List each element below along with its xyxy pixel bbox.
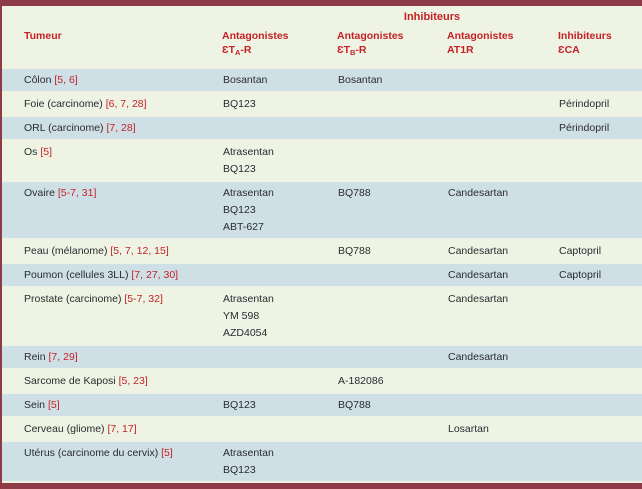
col-header-label: Antagonistes (222, 30, 289, 42)
cell-antagonistes-eta (222, 140, 337, 181)
cell-antagonistes-etb (337, 181, 447, 239)
col-header-label: Inhibiteurs (558, 30, 612, 42)
table-row (2, 181, 642, 239)
cell-antagonistes-etb (337, 287, 447, 345)
drug-name: BQ123 (223, 204, 256, 216)
table-body (2, 68, 642, 481)
cell-tumeur (2, 441, 222, 481)
table-row (2, 116, 642, 140)
drug-name: Losartan (448, 423, 489, 435)
drug-name: Périndopril (559, 98, 610, 110)
tumeur-label: Sarcome de Kaposi (24, 375, 119, 387)
cell-antagonistes-eta (222, 92, 337, 116)
cell-antagonistes-eta (222, 116, 337, 140)
drug-name: BQ788 (338, 187, 371, 199)
cell-tumeur (2, 140, 222, 181)
tumeur-label: Sein (24, 399, 48, 411)
drug-name: A-182086 (338, 375, 384, 387)
table-row (2, 239, 642, 263)
tumeur-refs: [5, 6] (54, 74, 78, 86)
tumeur-label: Ovaire (24, 187, 58, 199)
col-header-receptor: AT1R (447, 44, 474, 56)
tumeur-refs: [5] (40, 146, 53, 158)
tumeur-refs: [5, 7, 12, 15] (110, 245, 169, 257)
col-header-receptor: $ƐT_B-R$ (337, 44, 367, 57)
drug-name: Atrasentan (223, 293, 274, 305)
drug-name: Atrasentan (223, 447, 274, 459)
tumeur-label: Côlon (24, 74, 55, 86)
col-header-inhibiteurs-eca (558, 27, 642, 68)
cell-inhibiteurs-eca (558, 417, 642, 441)
cell-antagonistes-etb (337, 417, 447, 441)
table-row (2, 441, 642, 481)
drug-name: BQ788 (338, 245, 371, 257)
cell-antagonistes-at1r (447, 239, 558, 263)
cell-antagonistes-eta (222, 441, 337, 481)
cell-antagonistes-etb (337, 140, 447, 181)
cell-inhibiteurs-eca (558, 68, 642, 92)
cell-antagonistes-etb (337, 116, 447, 140)
tumeur-label: Utérus (carcinome du cervix) (24, 447, 162, 459)
cell-inhibiteurs-eca (558, 116, 642, 140)
tumeur-refs: [5, 23] (118, 375, 148, 387)
drug-name: Candesartan (448, 269, 509, 281)
col-header-receptor: $ƐT_A-R$ (222, 44, 252, 57)
cell-antagonistes-etb (337, 393, 447, 417)
drug-name: BQ123 (223, 163, 256, 175)
cell-inhibiteurs-eca (558, 345, 642, 369)
col-header-antagonistes-eta (222, 27, 337, 68)
table-row (2, 263, 642, 287)
cell-inhibiteurs-eca (558, 239, 642, 263)
cell-antagonistes-at1r (447, 116, 558, 140)
cell-inhibiteurs-eca (558, 92, 642, 116)
group-header-row (2, 6, 642, 27)
drug-name: BQ123 (223, 399, 256, 411)
cell-inhibiteurs-eca (558, 441, 642, 481)
col-header-antagonistes-etb (337, 27, 447, 68)
tumeur-label: Cerveau (gliome) (24, 423, 108, 435)
cell-antagonistes-eta (222, 287, 337, 345)
col-header-label: Tumeur (24, 30, 62, 42)
table-row (2, 287, 642, 345)
cell-antagonistes-at1r (447, 92, 558, 116)
col-header-tumeur (2, 27, 222, 68)
cell-antagonistes-eta (222, 181, 337, 239)
cell-antagonistes-at1r (447, 181, 558, 239)
cell-antagonistes-at1r (447, 369, 558, 393)
cell-inhibiteurs-eca (558, 181, 642, 239)
tumeur-label: Os (24, 146, 41, 158)
cell-inhibiteurs-eca (558, 263, 642, 287)
cell-antagonistes-etb (337, 92, 447, 116)
cell-antagonistes-at1r (447, 287, 558, 345)
tumeur-refs: [5] (161, 447, 173, 459)
cell-tumeur (2, 68, 222, 92)
col-header-receptor: ƐCA (558, 44, 580, 56)
tumeur-label: Rein (24, 351, 49, 363)
column-header-row (2, 27, 642, 68)
cell-antagonistes-at1r (447, 393, 558, 417)
cell-antagonistes-eta (222, 417, 337, 441)
drug-name: YM 598 (223, 310, 260, 322)
cell-inhibiteurs-eca (558, 369, 642, 393)
inhibiteurs-group-header: Inhibiteurs (403, 11, 461, 23)
tumeur-refs: [5] (47, 399, 60, 411)
cell-tumeur (2, 345, 222, 369)
cell-antagonistes-at1r (447, 140, 558, 181)
cell-antagonistes-eta (222, 393, 337, 417)
cell-tumeur (2, 263, 222, 287)
table-row (2, 393, 642, 417)
cell-antagonistes-etb (337, 441, 447, 481)
cell-antagonistes-eta (222, 68, 337, 92)
drug-name: ABT-627 (223, 221, 264, 233)
col-header-label: Antagonistes (337, 30, 404, 42)
tumeur-refs: [5-7, 31] (57, 187, 97, 199)
tumeur-refs: [7, 29] (48, 351, 78, 363)
tumeur-label: ORL (carcinome) (24, 122, 107, 134)
cell-antagonistes-eta (222, 345, 337, 369)
cell-tumeur (2, 287, 222, 345)
table-row (2, 92, 642, 116)
cell-tumeur (2, 417, 222, 441)
cell-antagonistes-eta (222, 263, 337, 287)
drug-name: AZD4054 (223, 327, 268, 339)
cell-tumeur (2, 239, 222, 263)
cell-antagonistes-etb (337, 369, 447, 393)
cell-antagonistes-etb (337, 263, 447, 287)
tumeur-refs: [6, 7, 28] (105, 98, 147, 110)
cell-antagonistes-eta (222, 239, 337, 263)
col-header-antagonistes-at1r (447, 27, 558, 68)
table-row (2, 140, 642, 181)
cell-antagonistes-at1r (447, 441, 558, 481)
tumor-inhibitors-table (2, 6, 642, 481)
cell-antagonistes-at1r (447, 417, 558, 441)
cell-antagonistes-at1r (447, 345, 558, 369)
cell-tumeur (2, 369, 222, 393)
table-row (2, 68, 642, 92)
drug-name: Périndopril (559, 122, 610, 134)
drug-name: BQ123 (223, 464, 256, 476)
cell-inhibiteurs-eca (558, 393, 642, 417)
drug-name: Atrasentan (223, 187, 274, 199)
cell-antagonistes-eta (222, 369, 337, 393)
drug-name: Candesartan (448, 293, 509, 305)
tumeur-refs: [7, 27, 30] (131, 269, 179, 281)
cell-antagonistes-at1r (447, 68, 558, 92)
drug-name: BQ788 (338, 399, 371, 411)
tumeur-refs: [7, 28] (106, 122, 136, 134)
table-row (2, 369, 642, 393)
drug-name: BQ123 (223, 98, 256, 110)
tumeur-label: Foie (carcinome) (24, 98, 106, 110)
cell-antagonistes-etb (337, 239, 447, 263)
cell-antagonistes-etb (337, 345, 447, 369)
tumeur-label: Prostate (carcinome) (24, 293, 125, 305)
drug-name: Bosantan (223, 74, 268, 86)
drug-name: Candesartan (448, 351, 509, 363)
cell-antagonistes-etb (337, 68, 447, 92)
tumeur-label: Poumon (cellules 3LL) (24, 269, 132, 281)
cell-tumeur (2, 92, 222, 116)
drug-name: Candesartan (448, 245, 509, 257)
tumeur-label: Peau (mélanome) (24, 245, 111, 257)
table-row (2, 417, 642, 441)
cell-tumeur (2, 181, 222, 239)
drug-name: Captopril (559, 245, 602, 257)
col-header-label: Antagonistes (447, 30, 514, 42)
cell-inhibiteurs-eca (558, 287, 642, 345)
cell-inhibiteurs-eca (558, 140, 642, 181)
drug-name: Captopril (559, 269, 602, 281)
cell-tumeur (2, 393, 222, 417)
cell-antagonistes-at1r (447, 263, 558, 287)
tumeur-refs: [5-7, 32] (124, 293, 163, 305)
tumeur-refs: [7, 17] (107, 423, 137, 435)
drug-name: Bosantan (338, 74, 383, 86)
table-row (2, 345, 642, 369)
drug-name: Candesartan (448, 187, 509, 199)
drug-name: Atrasentan (223, 146, 274, 158)
group-header-spacer (2, 6, 222, 27)
cell-tumeur (2, 116, 222, 140)
